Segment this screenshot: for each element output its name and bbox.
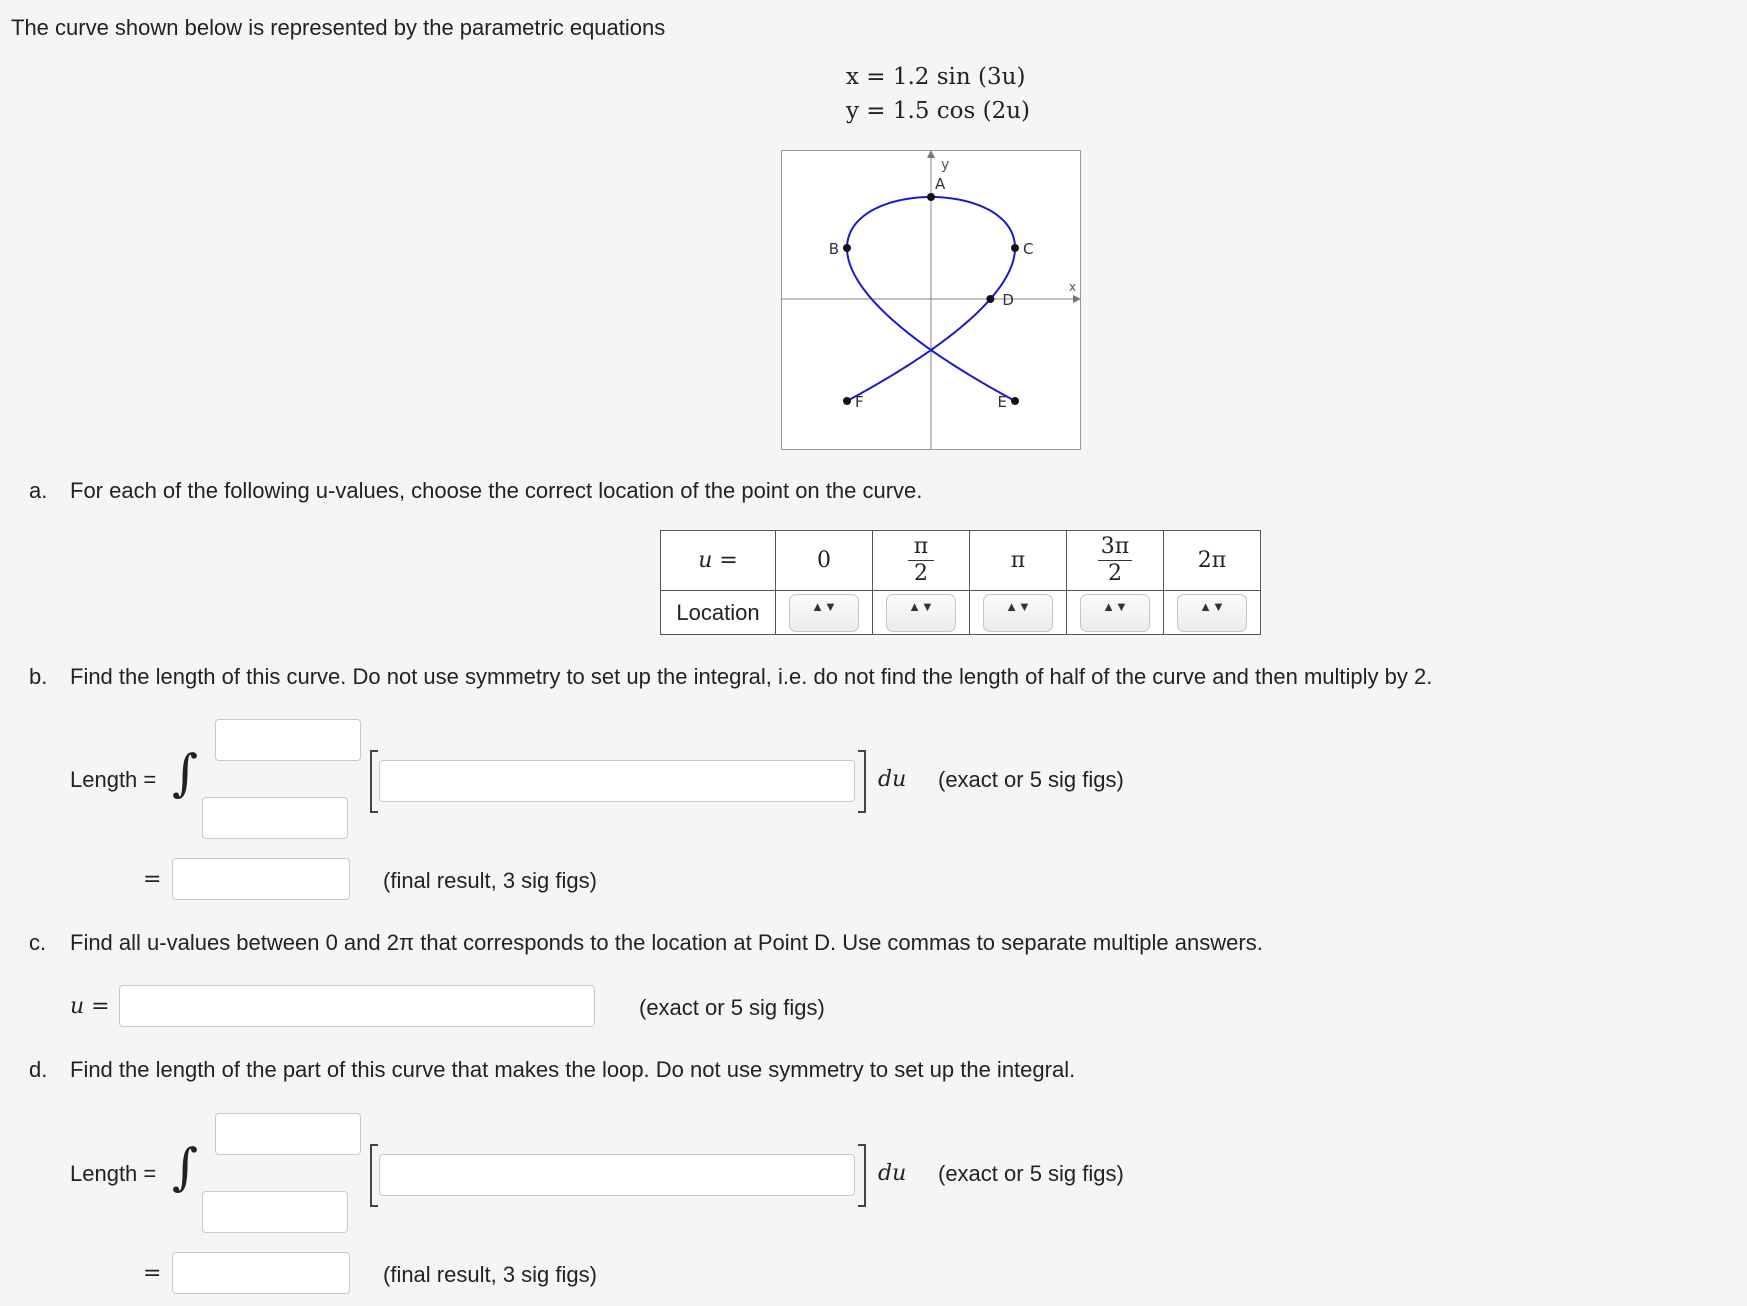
point-a-label: A (935, 175, 946, 193)
part-b-right-bracket (858, 750, 866, 813)
part-d-integral-sign: ∫ (172, 1138, 199, 1196)
part-b-note: (exact or 5 sig figs) (938, 767, 1124, 792)
part-c-note: (exact or 5 sig figs) (639, 995, 825, 1020)
location-label: Location (661, 591, 776, 635)
part-b-left-bracket (370, 750, 378, 813)
u-value-3pi-over-2: $\frac{3\pi}{2}$ (1067, 531, 1164, 591)
part-a-letter: a. (29, 478, 48, 503)
part-d-final-note: (final result, 3 sig figs) (383, 1262, 597, 1287)
part-b-upper-limit-input[interactable] (215, 719, 361, 761)
part-b-length-label: Length = (70, 767, 157, 792)
equation-x: x = 1.2 sin (3u) (846, 64, 1026, 90)
point-c-label: C (1023, 240, 1034, 258)
part-d-note: (exact or 5 sig figs) (938, 1161, 1124, 1186)
location-select-2pi[interactable]: ▲▼ (1177, 594, 1247, 632)
part-d-prompt: Find the length of the part of this curve that makes the loop. Do not use symmetry to set up the integral. (70, 1057, 1076, 1082)
point-f-marker (843, 397, 851, 405)
table-location-row (661, 591, 1261, 635)
part-d-length-label: Length = (70, 1161, 157, 1186)
u-header: u = (661, 531, 776, 591)
part-c-letter: c. (29, 930, 47, 955)
point-c-marker (1011, 244, 1019, 252)
part-b-letter: b. (29, 664, 48, 689)
location-select-0[interactable]: ▲▼ (789, 594, 859, 632)
part-d-lower-limit-input[interactable] (202, 1191, 348, 1233)
location-table (660, 530, 1261, 635)
part-c-prompt: Find all u-values between 0 and 2π that corresponds to the location at Point D. Use commas to separate multiple answers. (70, 930, 1263, 955)
part-b-du: du (878, 767, 907, 792)
part-b-integrand-input[interactable] (379, 760, 855, 802)
point-e-marker (1011, 397, 1019, 405)
part-a-prompt: For each of the following u-values, choose the correct location of the point on the curve. (70, 478, 923, 503)
point-f-label: F (855, 393, 864, 411)
u-value-pi-over-2: $\frac{\pi}{2}$ (873, 531, 970, 591)
location-select-3pi-over-2[interactable]: ▲▼ (1080, 594, 1150, 632)
part-b-integral-sign: ∫ (172, 744, 199, 802)
u-value-pi: π (970, 531, 1067, 591)
part-b-lower-limit-input[interactable] (202, 797, 348, 839)
part-c-answer-input[interactable] (119, 985, 595, 1027)
curve-graph (781, 150, 1081, 450)
part-d-left-bracket (370, 1144, 378, 1207)
part-d-letter: d. (29, 1057, 48, 1082)
equation-y: y = 1.5 cos (2u) (846, 98, 1031, 124)
u-value-2pi: 2π (1164, 531, 1261, 591)
part-d-equals: = (143, 1261, 162, 1286)
point-d-label: D (1002, 291, 1014, 309)
table-header-row (661, 531, 1261, 591)
location-select-pi[interactable]: ▲▼ (983, 594, 1053, 632)
part-d-result-input[interactable] (172, 1252, 350, 1294)
part-d-right-bracket (858, 1144, 866, 1207)
point-a-marker (927, 193, 935, 201)
y-axis-label: y (941, 157, 950, 173)
part-d-integrand-input[interactable] (379, 1154, 855, 1196)
part-d-du: du (878, 1161, 907, 1186)
part-b-equals: = (143, 867, 162, 892)
x-axis-label: x (1069, 280, 1077, 294)
part-b-prompt: Find the length of this curve. Do not use symmetry to set up the integral, i.e. do not find the length of half of the curve and then multiply by 2. (70, 664, 1433, 689)
point-d-marker (986, 295, 994, 303)
point-b-marker (843, 244, 851, 252)
u-value-0: 0 (776, 531, 873, 591)
part-b-final-note: (final result, 3 sig figs) (383, 868, 597, 893)
location-select-pi-over-2[interactable]: ▲▼ (886, 594, 956, 632)
point-e-label: E (997, 393, 1007, 411)
part-c-u-label: u = (70, 994, 110, 1019)
intro-text: The curve shown below is represented by the parametric equations (11, 15, 666, 40)
point-b-label: B (828, 240, 839, 258)
part-d-upper-limit-input[interactable] (215, 1113, 361, 1155)
part-b-result-input[interactable] (172, 858, 350, 900)
